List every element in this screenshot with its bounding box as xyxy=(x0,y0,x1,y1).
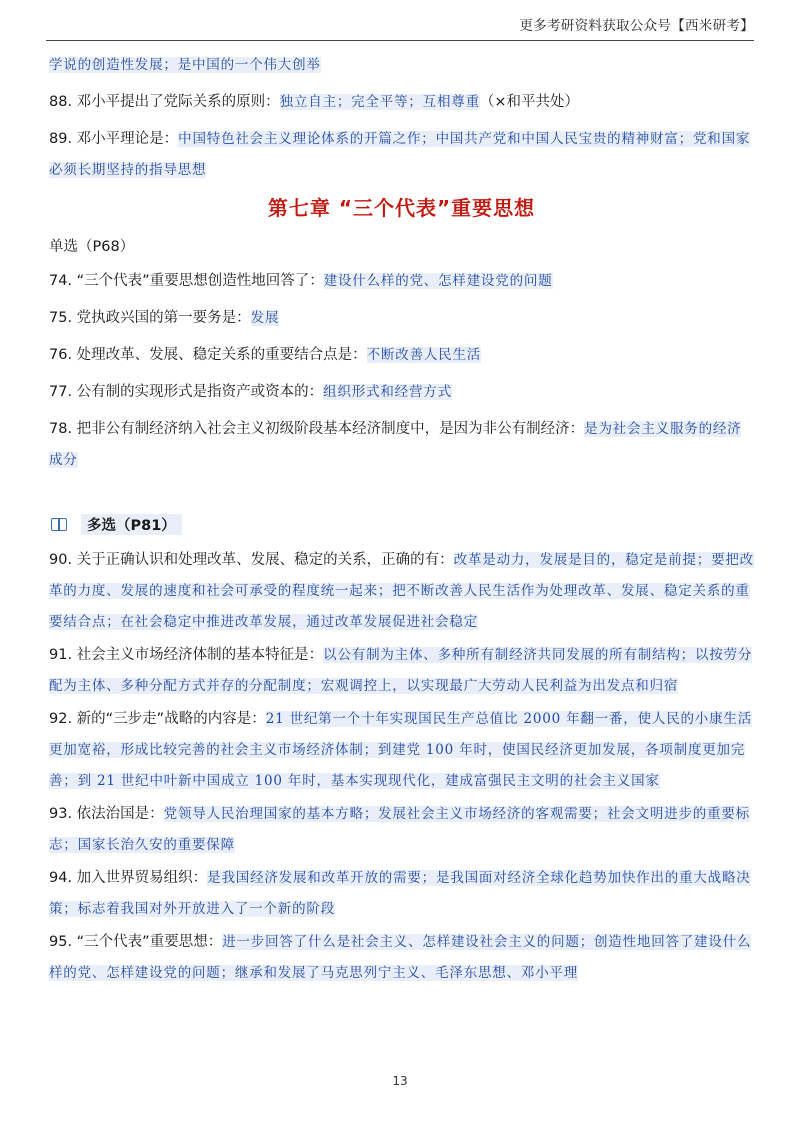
answer-text: 是为社会主义服务的经济成分 xyxy=(49,421,742,468)
question-text: 76. 处理改革、发展、稳定关系的重要结合点是： xyxy=(49,347,367,363)
list-item xyxy=(49,50,754,81)
answer-text: 21 世纪第一个十年实现国民生产总值比 2000 年翻一番，使人民的小康生活更加宽裕，形成比较完善的社会主义市场经济体制；到建党 100 年时，使国民经济更加发展，各项制度更加完善；到 21 世纪中叶新中国成立 100 年时，基本实现现代化，建成富强民主文明的社会主义国家 xyxy=(49,711,753,789)
list-item xyxy=(49,863,754,925)
header-divider xyxy=(46,40,754,41)
list-item xyxy=(49,704,754,797)
answer-text: 改革是动力，发展是目的，稳定是前提；要把改革的力度、发展的速度和社会可承受的程度统一起来；把不断改善人民生活作为处理改革、发展、稳定关系的重要结合点；在社会稳定中推进改革发展，通过改革发展促进社会稳定 xyxy=(49,552,754,630)
answer-text: 以公有制为主体、多种所有制经济共同发展的所有制结构；以按劳分配为主体、多种分配方式并存的分配制度；宏观调控上，以实现最广大劳动人民利益为出发点和归宿 xyxy=(49,647,753,694)
list-item xyxy=(49,414,754,476)
answer-text: 学说的创造性发展；是中国的一个伟大创举 xyxy=(49,57,321,73)
list-item xyxy=(49,545,754,638)
question-text: 75. 党执政兴国的第一要务是： xyxy=(49,310,251,326)
question-text: 91. 社会主义市场经济体制的基本特征是： xyxy=(49,647,324,663)
answer-text: 发展 xyxy=(250,310,280,326)
question-text: 94. 加入世界贸易组织： xyxy=(49,870,208,886)
header-promo-text: 更多考研资料获取公众号【西米研考】 xyxy=(519,18,754,34)
list-item xyxy=(49,340,754,371)
question-text: 88. 邓小平提出了党际关系的原则： xyxy=(49,94,280,110)
question-text: 74. “三个代表”重要思想创造性地回答了： xyxy=(49,273,324,289)
answer-text: 党领导人民治理国家的基本方略；发展社会主义市场经济的客观需要；社会文明进步的重要标志；国家长治久安的重要保障 xyxy=(49,806,750,853)
answer-text: 中国特色社会主义理论体系的开篇之作；中国共产党和中国人民宝贵的精神财富；党和国家必须长期坚持的指导思想 xyxy=(49,131,751,178)
question-text: 77. 公有制的实现形式是指资产或资本的： xyxy=(49,384,324,400)
question-text: 78. 把非公有制经济纳入社会主义初级阶段基本经济制度中，是因为非公有制经济： xyxy=(49,421,585,437)
list-item xyxy=(49,303,754,334)
question-text: 90. 关于正确认识和处理改革、发展、稳定的关系，正确的有： xyxy=(49,552,454,568)
chapter-title: 第七章 “三个代表”重要思想 xyxy=(267,196,536,220)
list-item xyxy=(49,124,754,186)
answer-text: 建设什么样的党、怎样建设党的问题 xyxy=(323,273,553,289)
answer-text: 组织形式和经营方式 xyxy=(323,384,452,400)
answer-text: 是我国经济发展和改革开放的需要；是我国面对经济全球化趋势加快作出的重大战略决策；标志着我国对外开放进入了一个新的阶段 xyxy=(49,870,751,917)
list-item xyxy=(49,266,754,297)
single-choice-label: 单选（P68） xyxy=(49,239,135,255)
question-text: 95. “三个代表”重要思想： xyxy=(49,934,223,950)
question-text: 89. 邓小平理论是： xyxy=(49,131,179,147)
list-item xyxy=(49,640,754,702)
answer-text: 不断改善人民生活 xyxy=(366,347,482,363)
list-item xyxy=(49,799,754,861)
answer-text: 进一步回答了什么是社会主义、怎样建设社会主义的问题；创造性地回答了建设什么样的党、怎样建设党的问题；继承和发展了马克思列宁主义、毛泽东思想、邓小平理 xyxy=(49,934,752,981)
list-item xyxy=(49,927,754,989)
book-icon xyxy=(51,518,67,531)
question-text: 92. 新的“三步走”战略的内容是： xyxy=(49,711,266,727)
document-body xyxy=(49,50,754,991)
multi-choice-label: 多选（P81） xyxy=(81,514,182,535)
multi-choice-heading xyxy=(49,514,754,535)
answer-note: （×和平共处） xyxy=(479,94,580,110)
question-text: 93. 依法治国是： xyxy=(49,806,164,822)
list-item xyxy=(49,377,754,408)
page-number: 13 xyxy=(392,1074,408,1088)
answer-text: 独立自主；完全平等；互相尊重 xyxy=(279,94,480,110)
list-item xyxy=(49,87,754,118)
